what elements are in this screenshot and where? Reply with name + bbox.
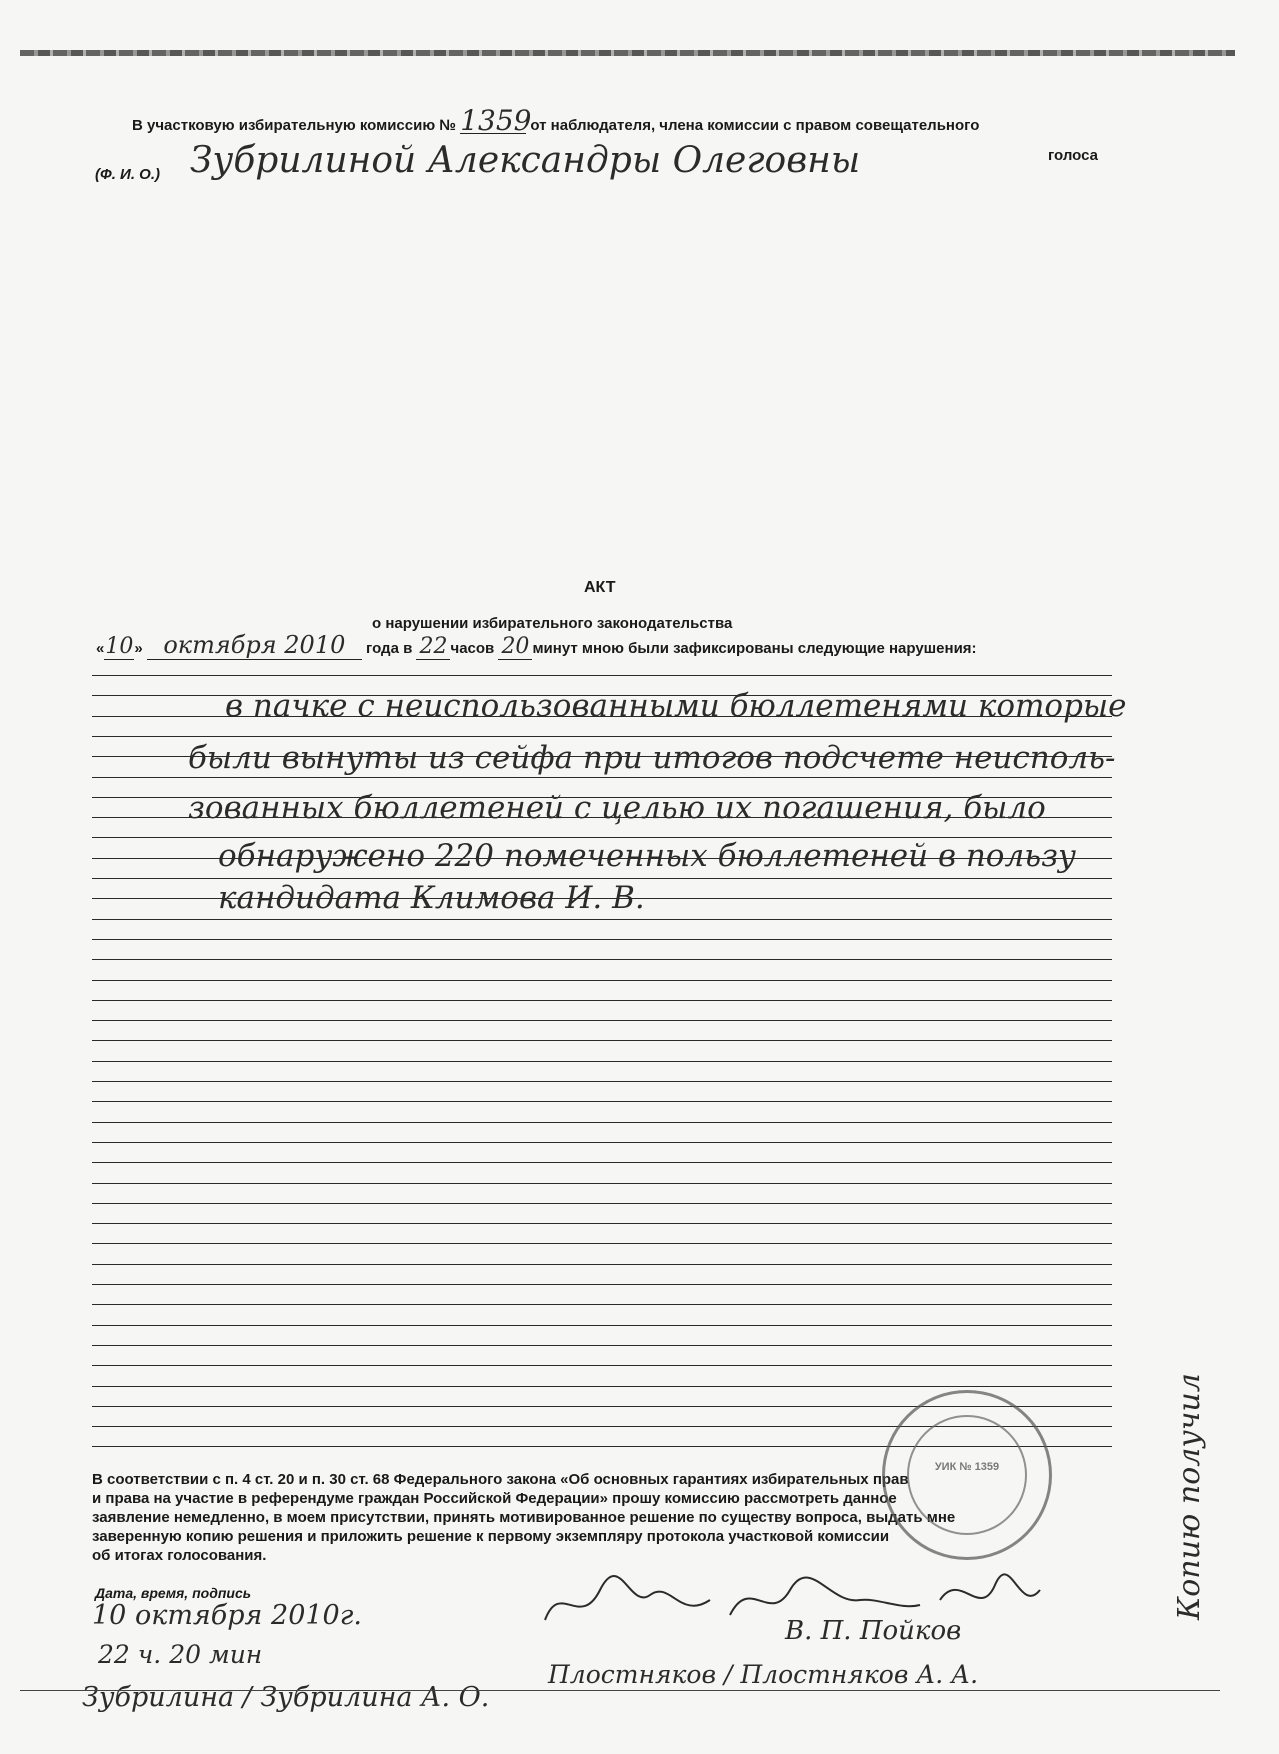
- header-suffix: от наблюдателя, члена комиссии с правом совещательного: [530, 117, 980, 134]
- ruled-line: [92, 777, 1112, 778]
- hand-signer1: Зубрилина / Зубрилина А. О.: [82, 1682, 490, 1713]
- ruled-line: [92, 1101, 1112, 1102]
- footer-line: В соответствии с п. 4 ст. 20 и п. 30 ст. 68 Федерального закона «Об основных гарантиях избирательных прав: [92, 1471, 909, 1488]
- date-close-quote: »: [134, 640, 143, 657]
- violation-line: в пачке с неиспользованными бюллетенями которые: [225, 688, 1127, 724]
- signature-scribble: [940, 1574, 1040, 1600]
- ruled-line: [92, 1325, 1112, 1326]
- ruled-line: [92, 1122, 1112, 1123]
- official-stamp: [882, 1390, 1052, 1560]
- commission-number: 1359: [460, 104, 532, 137]
- ruled-line: [92, 1284, 1112, 1285]
- date-day: 10: [105, 634, 134, 659]
- ruled-line: [92, 1304, 1112, 1305]
- stamp-text: УИК № 1359: [934, 1461, 1000, 1473]
- stamp-inner-ring: [907, 1415, 1027, 1535]
- hand-time: 22 ч. 20 мин: [98, 1640, 263, 1669]
- ruled-line: [92, 1183, 1112, 1184]
- signature-scribble: [545, 1576, 710, 1620]
- footer-line: заверенную копию решения и приложить решение к первому экземпляру протокола участковой комиссии: [92, 1528, 890, 1545]
- ruled-line: [92, 1243, 1112, 1244]
- ruled-line: [92, 1020, 1112, 1021]
- footer-line: заявление немедленно, в моем присутствии, принять мотивированное решение по существу вопроса, выдать мне: [92, 1509, 956, 1526]
- act-subtitle: о нарушении избирательного законодательства: [372, 615, 733, 632]
- ruled-line: [92, 1061, 1112, 1062]
- golosa-label: голоса: [1048, 147, 1099, 164]
- date-open-quote: «: [96, 640, 105, 657]
- date-month-year: октября 2010: [147, 631, 362, 660]
- fio-value: Зубрилиной Александры Олеговны: [190, 140, 861, 181]
- ruled-line: [92, 736, 1112, 737]
- ruled-line: [92, 919, 1112, 920]
- ruled-line: [92, 878, 1112, 879]
- hours-label: часов: [450, 640, 495, 657]
- date-time-signature-label: Дата, время, подпись: [95, 1585, 252, 1601]
- ruled-line: [92, 1142, 1112, 1143]
- ruled-line: [92, 1345, 1112, 1346]
- violation-line: были вынуты из сейфа при итогов подсчете неисполь-: [188, 740, 1116, 776]
- ruled-line: [92, 1264, 1112, 1265]
- hand-date: 10 октября 2010г.: [92, 1600, 362, 1631]
- ruled-line: [92, 959, 1112, 960]
- violation-line: кандидата Климова И. В.: [218, 880, 645, 916]
- header-prefix: В участковую избирательную комиссию №: [132, 117, 457, 134]
- ruled-line: [92, 1365, 1112, 1366]
- footer-line: и права на участие в референдуме граждан Российской Федерации» прошу комиссию рассмотреть данное: [92, 1490, 897, 1507]
- violation-line: обнаружено 220 помеченных бюллетеней в пользу: [218, 838, 1076, 874]
- signature-scribble: [730, 1577, 920, 1615]
- signature-scribbles: [540, 1560, 1140, 1650]
- ruled-line: [92, 980, 1112, 981]
- footer-line: об итогах голосования.: [92, 1547, 267, 1564]
- ruled-line: [92, 1081, 1112, 1082]
- hours-value: 22: [416, 634, 450, 660]
- hand-signer2: Плостняков / Плостняков А. А.: [548, 1660, 979, 1689]
- scan-edge-bottom: [20, 1690, 1220, 1691]
- hand-margin-note: Копию получил: [1172, 1373, 1207, 1620]
- act-title: АКТ: [584, 579, 616, 596]
- ruled-line: [92, 675, 1112, 676]
- minutes-value: 20: [498, 634, 532, 660]
- ruled-line: [92, 1223, 1112, 1224]
- hand-signer3: В. П. Пойков: [785, 1616, 962, 1646]
- fio-label: (Ф. И. О.): [95, 166, 160, 183]
- ruled-line: [92, 1040, 1112, 1041]
- ruled-line: [92, 1386, 1112, 1387]
- ruled-line: [92, 1203, 1112, 1204]
- ruled-line: [92, 1162, 1112, 1163]
- violation-line: зованных бюллетеней с целью их погашения, было: [188, 790, 1046, 826]
- ruled-line: [92, 1000, 1112, 1001]
- year-label: года в: [366, 640, 413, 657]
- ruled-line: [92, 939, 1112, 940]
- minutes-label: минут мною были зафиксированы следующие нарушения:: [532, 640, 977, 657]
